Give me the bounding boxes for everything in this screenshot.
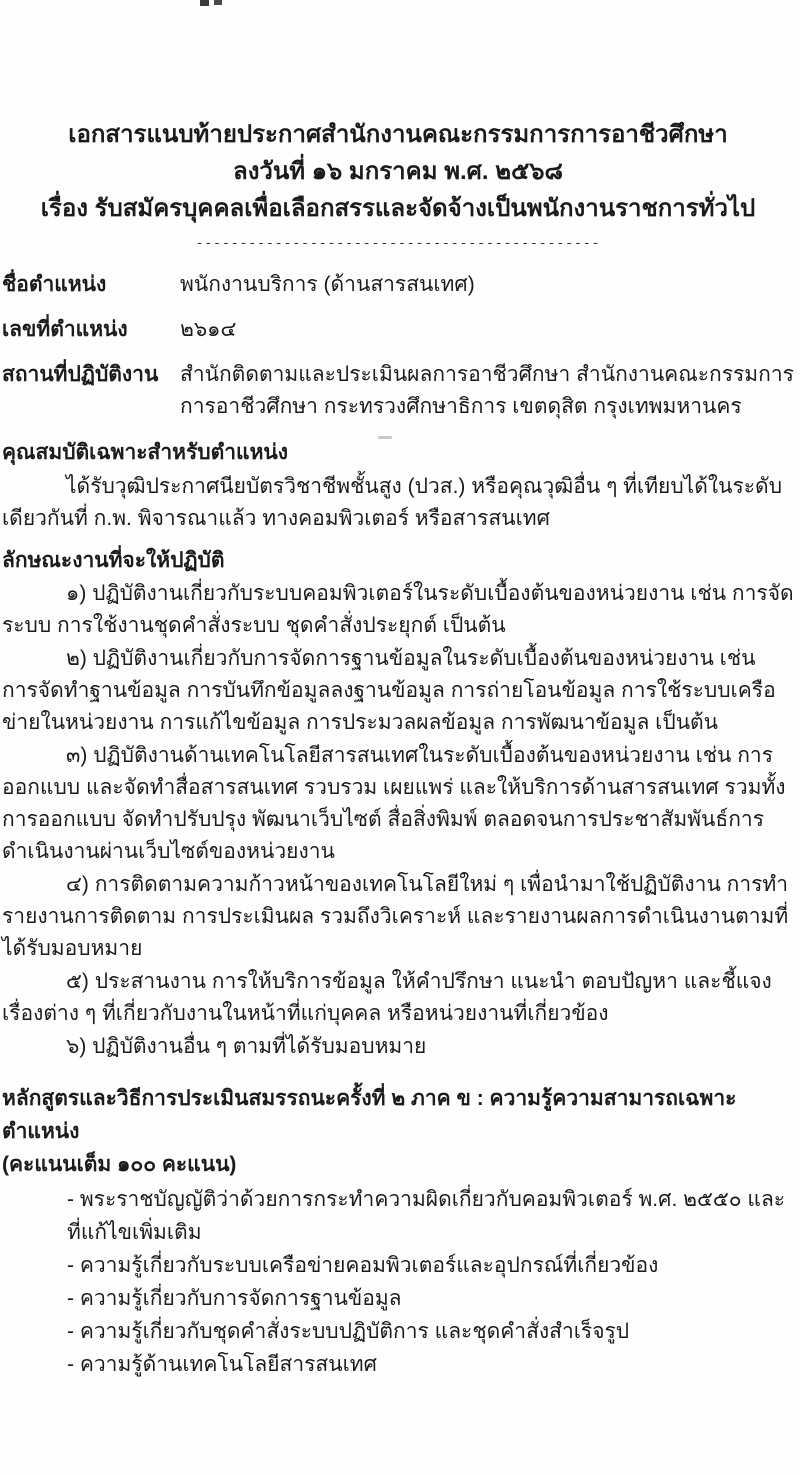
qualifications-heading: คุณสมบัติเฉพาะสำหรับตำแหน่ง xyxy=(2,441,289,464)
scan-artifact xyxy=(200,0,209,6)
duty-item-6: ๖) ปฏิบัติงานอื่น ๆ ตามที่ได้รับมอบหมาย xyxy=(66,1035,427,1058)
assessment-heading-line2: (คะแนนเต็ม ๑๐๐ คะแนน) xyxy=(2,1153,237,1176)
duty-item-3: ๓) ปฏิบัติงานด้านเทคโนโลยีสารสนเทศในระดับเบื้องต้นของหน่วยงาน เช่น การออกแบบ และจัดทำสื่อสารสนเทศ รวบรวม เผยแพร่ และให้บริการด้านสารสนเทศ รวมทั้งการออกแบบ จัดทำปรับปรุง พัฒนาเว็บไซต์ สื่อสิ่งพิมพ์ ตลอดจนการประชาสัมพันธ์การดำเนินงานผ่านเว็บไซต์ของหน่วยงาน xyxy=(2,744,786,863)
duty-item-4: ๔) การติดตามความก้าวหน้าของเทคโนโลยีใหม่ ๆ เพื่อนำมาใช้ปฏิบัติงาน การทำรายงานการติดตาม การประเมินผล รวมถึงวิเคราะห์ และรายงานผลการดำเนินงานตามที่ได้รับมอบหมาย xyxy=(2,873,789,960)
assessment-topic-1: - พระราชบัญญัติว่าด้วยการกระทำความผิดเกี่ยวกับคอมพิวเตอร์ พ.ศ. ๒๕๕๐ และที่แก้ไขเพิ่มเติม xyxy=(67,1188,786,1244)
assessment-topic-list xyxy=(2,1183,794,1381)
duty-item-2: ๒) ปฏิบัติงานเกี่ยวกับการจัดการฐานข้อมูลในระดับเบื้องต้นของหน่วยงาน เช่น การจัดทำฐานข้อมูล การบันทึกข้อมูลลงฐานข้อมูล การถ่ายโอนข้อมูล การใช้ระบบเครือข่ายในหน่วยงาน การแก้ไขข้อมูล การประมวลผลข้อมูล การพัฒนาข้อมูล เป็นต้น xyxy=(2,647,776,734)
work-location-row xyxy=(2,359,794,423)
assessment-section xyxy=(2,1082,794,1381)
duties-section xyxy=(2,544,794,1063)
dashed-separator: ---------------------------------------------- xyxy=(195,236,601,251)
position-info-table xyxy=(2,269,794,423)
header-title-line1: เอกสารแนบท้ายประกาศสำนักงานคณะกรรมการการอาชีวศึกษา xyxy=(68,121,728,148)
assessment-topic-4: - ความรู้เกี่ยวกับชุดคำสั่งระบบปฏิบัติการ และชุดคำสั่งสำเร็จรูป xyxy=(67,1320,630,1343)
document-header xyxy=(2,116,794,227)
scan-artifact xyxy=(378,436,392,439)
assessment-topic-3: - ความรู้เกี่ยวกับการจัดการฐานข้อมูล xyxy=(67,1287,402,1310)
header-date-line: ลงวันที่ ๑๖ มกราคม พ.ศ. ๒๕๖๘ xyxy=(233,158,563,185)
position-name-label: ชื่อตำแหน่ง xyxy=(2,273,107,296)
assessment-topic-5: - ความรู้ด้านเทคโนโลยีสารสนเทศ xyxy=(67,1353,377,1376)
duty-item-5: ๕) ประสานงาน การให้บริการข้อมูล ให้คำปรึกษา แนะนำ ตอบปัญหา และชี้แจงเรื่องต่าง ๆ ที่เกี่ยวกับงานในหน้าที่แก่บุคคล หรือหน่วยงานที่เกี่ยวข้อง xyxy=(2,970,772,1025)
position-number-row xyxy=(2,314,794,346)
qualifications-section xyxy=(2,436,794,535)
position-number-label: เลขที่ตำแหน่ง xyxy=(2,318,128,341)
work-location-label: สถานที่ปฏิบัติงาน xyxy=(2,363,159,386)
qualifications-body: ได้รับวุฒิประกาศนียบัตรวิชาชีพชั้นสูง (ปวส.) หรือคุณวุฒิอื่น ๆ ที่เทียบได้ในระดับเดียวกันที่ ก.พ. พิจารณาแล้ว ทางคอมพิวเตอร์ หรือสารสนเทศ xyxy=(2,475,783,530)
scan-artifact xyxy=(214,0,222,5)
header-subject-line: เรื่อง รับสมัครบุคคลเพื่อเลือกสรรและจัดจ้างเป็นพนักงานราชการทั่วไป xyxy=(40,195,756,222)
position-name-row xyxy=(2,269,794,301)
position-number-value: ๒๖๑๔ xyxy=(180,318,237,341)
position-name-value: พนักงานบริการ (ด้านสารสนเทศ) xyxy=(180,273,475,296)
duties-heading: ลักษณะงานที่จะให้ปฏิบัติ xyxy=(2,549,225,572)
duty-item-1: ๑) ปฏิบัติงานเกี่ยวกับระบบคอมพิวเตอร์ในระดับเบื้องต้นของหน่วยงาน เช่น การจัดระบบ การใช้งานชุดคำสั่งระบบ ชุดคำสั่งประยุกต์ เป็นต้น xyxy=(2,582,794,637)
work-location-value: สำนักติดตามและประเมินผลการอาชีวศึกษา สำนักงานคณะกรรมการการอาชีวศึกษา กระทรวงศึกษาธิการ เขตดุสิต กรุงเทพมหานคร xyxy=(180,363,794,418)
assessment-topic-2: - ความรู้เกี่ยวกับระบบเครือข่ายคอมพิวเตอร์และอุปกรณ์ที่เกี่ยวข้อง xyxy=(67,1254,659,1277)
assessment-heading-line1: หลักสูตรและวิธีการประเมินสมรรถนะครั้งที่ ๒ ภาค ข : ความรู้ความสามารถเฉพาะตำแหน่ง xyxy=(2,1087,737,1143)
